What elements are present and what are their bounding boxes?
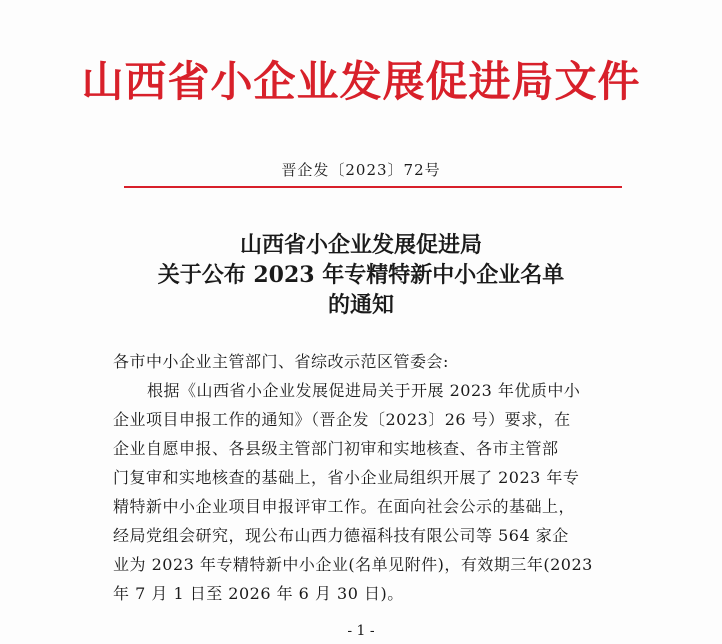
body-line: 精特新中小企业项目申报评审工作。在面向社会公示的基础上， xyxy=(113,497,576,516)
body-line: 业为 2023 年专精特新中小企业(名单见附件)，有效期三年(2023 xyxy=(113,555,593,574)
body-line: 根据《山西省小企业发展促进局关于开展 2023 年优质中小 xyxy=(147,381,581,400)
document-number: 晋企发〔2023〕72号 xyxy=(281,161,441,179)
page-number: - 1 - xyxy=(347,623,375,639)
notice-title-line: 山西省小企业发展促进局 xyxy=(239,232,482,258)
body-line: 企业项目申报工作的通知》（晋企发〔2023〕26 号）要求，在 xyxy=(113,410,571,429)
body-line: 企业自愿申报、各县级主管部门初审和实地核查、各市主管部 xyxy=(113,439,559,458)
notice-title xyxy=(0,230,722,320)
body-line: 经局党组会研究，现公布山西力德福科技有限公司等 564 家企 xyxy=(113,526,569,545)
notice-title-line: 关于公布 2023 年专精特新中小企业名单 xyxy=(157,262,565,288)
red-separator-line xyxy=(124,186,622,188)
salutation: 各市中小企业主管部门、省综改示范区管委会: xyxy=(113,352,449,371)
notice-title-line: 的通知 xyxy=(327,292,394,318)
body-line: 门复审和实地核查的基础上，省小企业局组织开展了 2023 年专 xyxy=(113,468,580,487)
notice-body xyxy=(113,347,653,608)
document-header-title: 山西省小企业发展促进局文件 xyxy=(81,57,641,106)
body-line: 年 7 月 1 日至 2026 年 6 月 30 日)。 xyxy=(113,584,404,603)
